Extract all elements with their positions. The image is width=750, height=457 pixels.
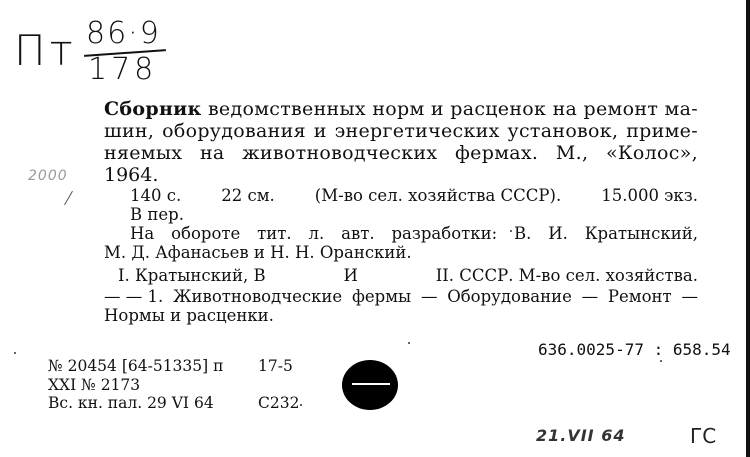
note-word: На (130, 224, 155, 243)
title-word: установок, (507, 120, 619, 142)
shelfmark-denominator: 178 (88, 52, 158, 87)
registry-series: XXI № 2173 (48, 376, 141, 394)
page-count: 140 с. (130, 186, 182, 205)
tracing-word: Животноводческие (173, 287, 343, 306)
title-word: на (552, 98, 578, 120)
title-word: ведомственных (207, 98, 366, 120)
physical-description (130, 186, 698, 206)
tracing-body: II. СССР. М-во сел. хозяйства. (435, 266, 698, 285)
title-word: оборудования (162, 120, 306, 142)
tracing-word: — (420, 287, 438, 306)
note-word: л. (308, 224, 325, 243)
size: 22 см. (221, 186, 275, 205)
punch-hole (342, 360, 398, 410)
note-word: разработки: (391, 224, 498, 243)
title-word: фермах. (455, 142, 539, 164)
scan-speck (14, 352, 16, 354)
title-lead-word: Сборник (104, 98, 202, 120)
card-edge (746, 0, 750, 457)
publisher: «Колос», (605, 142, 698, 164)
tracings-line-2 (104, 287, 698, 307)
title-line-2 (104, 121, 698, 141)
title-word: на (199, 142, 225, 164)
authors-note (130, 224, 698, 244)
note-word: Кратынский, (584, 224, 698, 243)
tracing-word: Оборудование (447, 287, 572, 306)
scan-speck (510, 230, 512, 232)
tracing-word: — (581, 287, 599, 306)
issuing-body: (М-во сел. хозяйства СССР). (314, 186, 562, 205)
title-word: норм (372, 98, 425, 120)
margin-note: 2000 (28, 168, 68, 184)
title-word: няемых (104, 142, 183, 164)
tracing-word: — (681, 287, 698, 306)
title-word: приме- (626, 120, 698, 142)
title-word: животноводческих (242, 142, 438, 164)
book-chamber: Вс. кн. пал. 29 VI 64 (48, 394, 214, 412)
tracings-line-3: Нормы и расценки. (104, 306, 274, 325)
title-line-3 (104, 143, 698, 163)
title-word: ма- (664, 98, 698, 120)
scan-speck (408, 342, 410, 344)
title-word: энергетических (334, 120, 500, 142)
tracing-word: фермы (351, 287, 412, 306)
note-word: обороте (171, 224, 241, 243)
title-word: шин, (104, 120, 155, 142)
registry-number: № 20454 [64-51335] п (48, 357, 224, 375)
authors-note-cont: М. Д. Афанасьев и Н. Н. Оранский. (104, 243, 412, 262)
tracing-word: — — 1. (104, 287, 164, 306)
registry-line-1 (48, 356, 293, 376)
tracing-word: Ремонт (607, 287, 672, 306)
title-word: и (313, 120, 327, 142)
note-word: тит. (257, 224, 292, 243)
tracing-initial: И (343, 266, 358, 285)
title-word: ремонт (583, 98, 659, 120)
binding: В пер. (130, 205, 184, 224)
title-word: расценок (450, 98, 547, 120)
registry-line-3 (48, 393, 300, 413)
note-word: В. (514, 224, 532, 243)
place-of-publication: М., (555, 142, 589, 164)
print-run: 15.000 экз. (601, 186, 698, 205)
classification-index: 636.0025-77 : 658.54 (538, 340, 731, 359)
publication-year: 1964. (104, 164, 159, 186)
shelfmark-numerator: 86·9 (86, 16, 161, 51)
handwritten-initials: ГС (690, 424, 717, 448)
note-word: И. (548, 224, 568, 243)
tracing-author: I. Кратынский, В (118, 266, 266, 285)
tracings-line-1 (118, 266, 698, 286)
scan-speck (300, 404, 302, 406)
date-stamp: 21.VII 64 (536, 426, 626, 445)
shelfmark-prefix: Пт (14, 26, 77, 75)
registry-code-1: 17-5 (258, 357, 293, 375)
scan-speck (660, 360, 662, 362)
registry-code-2: С232 (258, 394, 300, 412)
pencil-tick (64, 191, 73, 205)
note-word: авт. (341, 224, 375, 243)
punch-hole-slit (352, 383, 390, 385)
title-word: и (430, 98, 444, 120)
title-line-1 (104, 99, 698, 119)
